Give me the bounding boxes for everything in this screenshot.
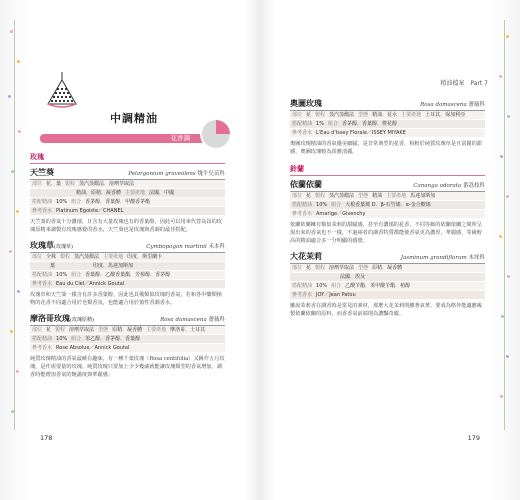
oil-name: 玫瑰草(玫瑰草) bbox=[30, 240, 73, 250]
oil-entry bbox=[30, 313, 225, 379]
floral-border-left bbox=[2, 20, 28, 430]
oil-name: 天竺葵 bbox=[30, 167, 54, 177]
info-row: 參考香水 Amarige／Givenchy bbox=[290, 210, 485, 219]
title-area bbox=[40, 110, 228, 143]
info-row: 參考香水 Eau du Ciel／Annick Goutal bbox=[30, 280, 225, 289]
oil-latin: Cananga odorata 番荔枝科 bbox=[413, 183, 485, 189]
oil-entry bbox=[30, 240, 225, 307]
oil-entry bbox=[290, 98, 485, 156]
info-row: 搭配精油 10% 組合 香茅醇．香葉醇．甲酸香茅酯 bbox=[30, 198, 225, 207]
oil-entry bbox=[290, 251, 485, 318]
floral-border-right bbox=[492, 20, 518, 430]
oil-description: 玫瑰草和天竺葵一樣含有許多香葉醇，因此也具備類似玫瑰的香氣，若和各中藥類植物的花香不同適合用於皂類香氛，也能適合用於慎性香調香水。 bbox=[30, 292, 222, 306]
entry-header bbox=[290, 179, 485, 192]
info-row: 部位 花 製程 溶劑萃取法 型態 原精．凝香體 主要產地 摩洛哥．土耳其 bbox=[30, 326, 225, 335]
info-row: 搭配精油 10% 組合 苯乙醇．香茅醇．香葉醇 bbox=[30, 335, 225, 344]
info-row: 參考香水 L'Eau d'Issey Florale／ISSEY MIYAKE bbox=[290, 129, 485, 138]
info-row: 部位 全株 製程 蒸汽蒸餾法 主要產地 印度．斯里蘭卡 bbox=[30, 253, 225, 262]
info-row: 精油．原精．凝香體 主要產地 法國．中國 bbox=[30, 189, 225, 198]
category-bar bbox=[40, 134, 228, 143]
oil-description: 依蘭依蘭擁有類似茉莉的甜膩感，甚至有濃郁的花香，不同等級的依蘭依蘭之間所呈現出來的香氣也不一樣，不過兩者的調香特質都能使香氣更為濃厚，華麗感，等級較高的精油適合多一分明顯的感覺。 bbox=[290, 222, 482, 244]
info-row: 搭配精油 1% 組合 香茅醇．香葉醇．橙花醇 bbox=[290, 120, 485, 129]
info-row: 搭配精油 10% 組合 大根香葉烯 D．β-石竹烯．α-金合歡烯 bbox=[290, 201, 485, 210]
right-page bbox=[260, 0, 520, 500]
oil-entry bbox=[290, 179, 485, 245]
oil-latin: Cymbopogon martinii 禾本科 bbox=[146, 244, 225, 250]
page-number-right: 179 bbox=[467, 434, 480, 442]
entry-header bbox=[290, 98, 485, 111]
info-row: 搭配精油 10% 組合 乙酸苄酯．苯甲酸苄酯．植醇 bbox=[290, 282, 485, 291]
page-number-left: 178 bbox=[40, 434, 53, 442]
left-column bbox=[30, 150, 225, 385]
oil-name: 奧圖玫瑰 bbox=[290, 98, 322, 108]
info-row: 搭配精油 10% 組合 香葉醇．乙酸香葉酯．芳樟醇．香茅醇 bbox=[30, 271, 225, 280]
entry-header bbox=[30, 167, 225, 180]
info-row: 參考香水 Rose Absolue／Annick Goutal bbox=[30, 344, 225, 353]
running-header bbox=[440, 78, 488, 87]
info-row: 部位 花 製程 蒸汽蒸餾法 型態 精油．花水 主要產地 土耳其．保加利亞 bbox=[290, 111, 485, 120]
funnel-icon bbox=[42, 70, 82, 112]
oil-latin: Jasminum grandiflorum 木犀科 bbox=[400, 255, 485, 261]
oil-description: 純質玫瑰精油的香氣最饒有趣味，有一種千葉玫瑰（Rosa centifolia）又稱作五月玫瑰，是作需要量的玫瑰。純質玫瑰只要加上少少幾滴就能讓玫瑰類型的香氣增加，調香時能增加香氣的飽滿度與華麗感。 bbox=[30, 356, 225, 378]
oil-name: 大花茉莉 bbox=[290, 251, 322, 261]
info-row: 參考香水 Platinum Egoiste／CHANEL bbox=[30, 207, 225, 216]
info-row: 部位 花 製程 溶劑萃取法 型態 原精．凝香體 bbox=[290, 264, 485, 273]
group-label-lily: 鈴蘭 bbox=[290, 164, 485, 176]
oil-entry bbox=[30, 167, 225, 234]
right-column bbox=[290, 98, 485, 324]
oil-latin: Pelargonium graveolens 牻牛兒苗科 bbox=[128, 171, 225, 177]
oil-description: 天竺葵的香氣十分濃郁，且含有大量玫瑰也有的香葉醇，因此可以用來代替高昂的玫瑰原精來調製有玫瑰感覺的香水，天竺葵也是玫瑰與香調的最佳搭配。 bbox=[30, 219, 222, 233]
info-row: 葉 印度．馬達加斯加 bbox=[30, 262, 225, 271]
running-header-section: 精油檔案 bbox=[440, 80, 465, 87]
info-row: 部位 花．葉 製程 蒸汽蒸餾法．溶劑萃取法 bbox=[30, 180, 225, 189]
category-label: 花香調 bbox=[170, 134, 190, 142]
entry-header bbox=[30, 240, 225, 253]
entry-header bbox=[30, 313, 225, 326]
info-row: 法國．埃及 bbox=[290, 273, 485, 282]
running-header-part: Part 7 bbox=[470, 80, 488, 87]
oil-description: 奧圖玫瑰精油的香氣優美細膩，是非常典型的花香，相較於純質玫瑰草是且富麗的甜感，奧圖玫瑰較為淡雅清麗。 bbox=[290, 141, 482, 155]
pie-icon bbox=[202, 120, 230, 148]
info-row: 部位 花 製程 蒸汽蒸餾法 型態 精油 主要產地 馬達加斯加 bbox=[290, 192, 485, 201]
oil-latin: Rosa damascena 薔薇科 bbox=[160, 317, 225, 323]
info-row: 參考香水 JOY／Jean Patou bbox=[290, 291, 485, 300]
oil-name: 依蘭依蘭 bbox=[290, 179, 322, 189]
oil-latin: Rosa damascena 薔薇科 bbox=[420, 102, 485, 108]
oil-description: 雖說茉莉香在調香時是常見的素材，那麼大花茉莉則雖著氣華，要成為格外能適應複製依蘭依蘭的原料，而香香氣前端則為濃豔奇麗。 bbox=[290, 303, 482, 317]
entry-header bbox=[290, 251, 485, 264]
oil-name: 摩洛哥玫瑰(玫瑰原精) bbox=[30, 313, 94, 323]
group-label-rose: 玫瑰 bbox=[30, 152, 225, 164]
section-title: 中調精油 bbox=[110, 112, 158, 125]
